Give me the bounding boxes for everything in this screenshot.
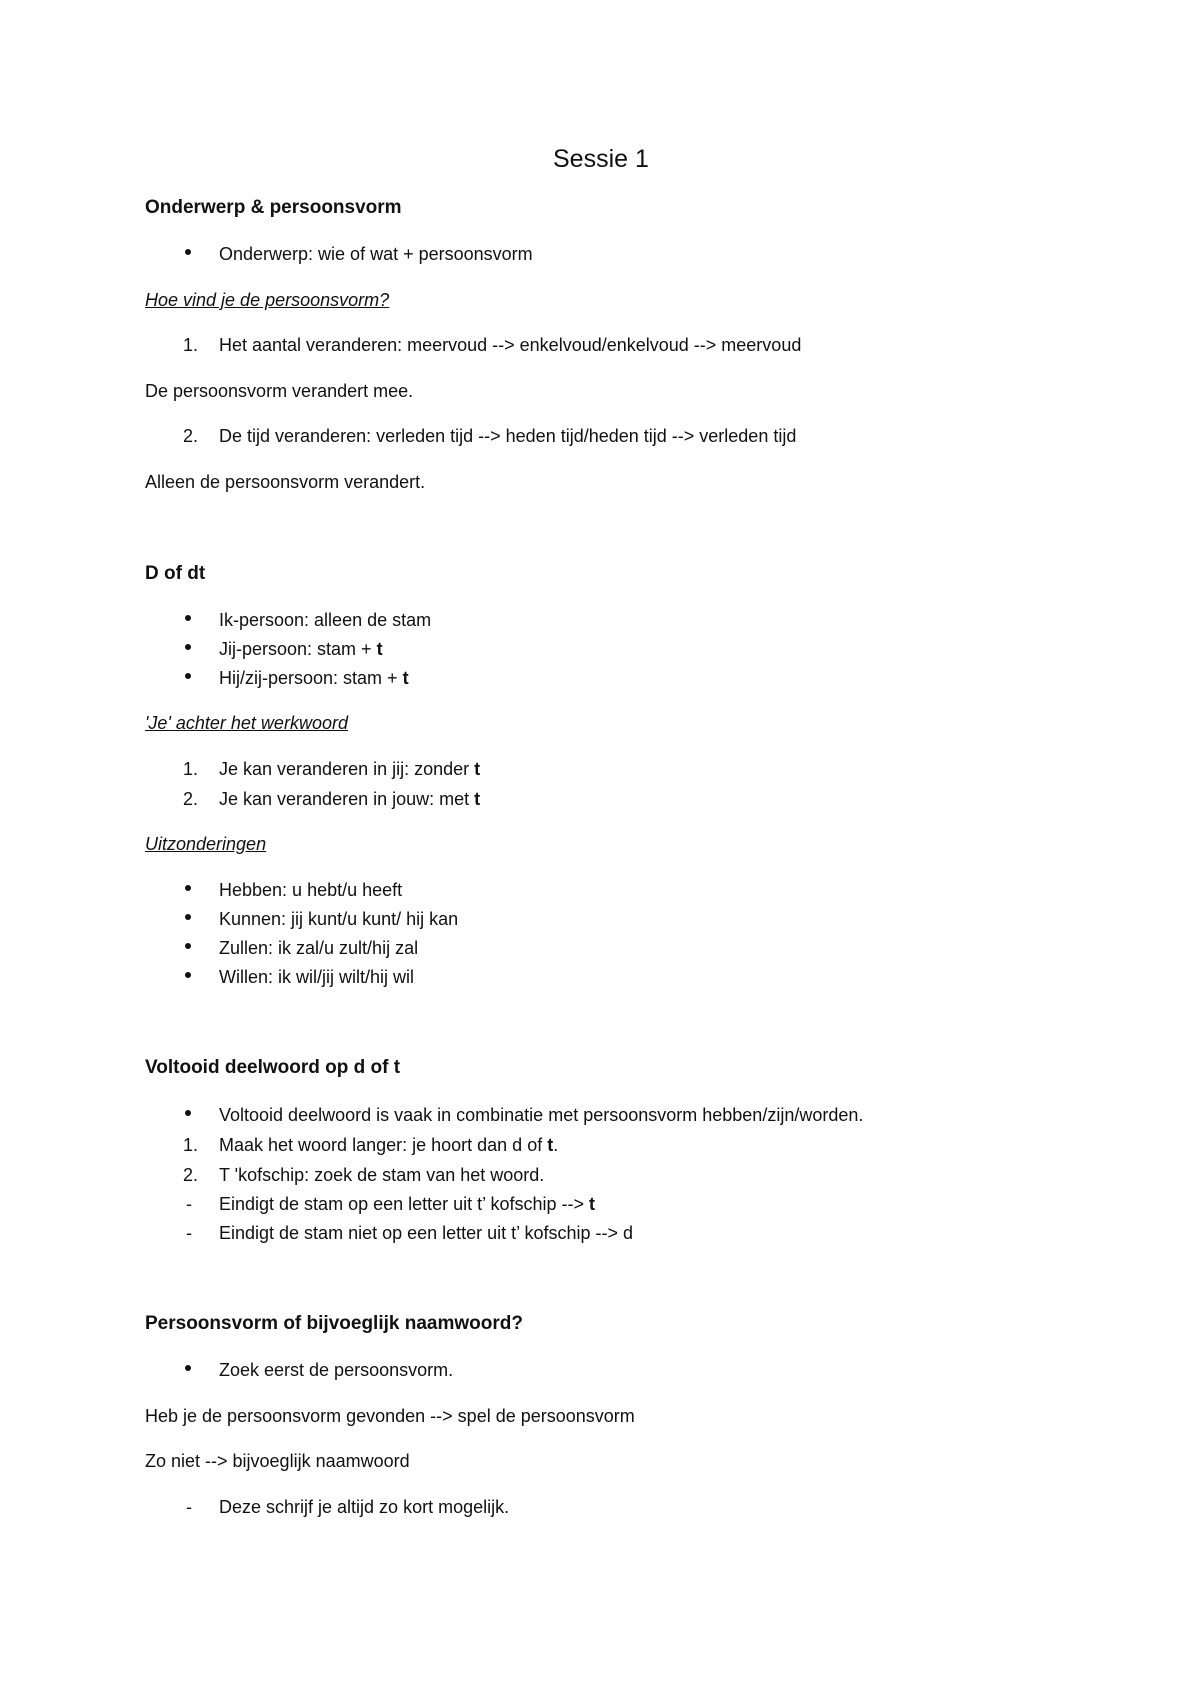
dash-marker: - (186, 1223, 192, 1243)
list-number: 1. (183, 335, 199, 355)
bullet-item: Ik-persoon: alleen de stam (219, 610, 432, 630)
bullet-icon (185, 943, 191, 949)
bullet-item: Voltooid deelwoord is vaak in combinatie met persoonsvorm hebben/zijn/worden. (219, 1105, 864, 1125)
dash-marker: - (186, 1194, 192, 1214)
bullet-text: Hij/zij-persoon: stam + (219, 668, 403, 688)
item-text-end: . (553, 1135, 559, 1155)
bullet-icon (185, 644, 191, 650)
bullet-icon (185, 673, 191, 679)
section-heading-voltooid: Voltooid deelwoord op d of t (145, 1057, 401, 1078)
subheading: Hoe vind je de persoonsvorm? (145, 290, 390, 310)
section-heading-d-of-dt: D of dt (145, 563, 206, 584)
list-number: 2. (183, 1165, 199, 1185)
dash-item (219, 1193, 595, 1215)
bullet-item: Zoek eerst de persoonsvorm. (219, 1360, 454, 1380)
bold-letter: t (402, 668, 409, 688)
list-number: 1. (183, 1135, 199, 1155)
list-number: 2. (183, 426, 199, 446)
bullet-icon (185, 249, 191, 255)
section-heading-persoonsvorm-of-bijvoeglijk: Persoonsvorm of bijvoeglijk naamwoord? (145, 1313, 523, 1334)
numbered-item: Het aantal veranderen: meervoud --> enkelvoud/enkelvoud --> meervoud (219, 335, 802, 355)
item-text: Eindigt de stam op een letter uit t’ kofschip --> (219, 1194, 590, 1214)
subheading: 'Je' achter het werkwoord (145, 713, 348, 733)
dash-marker: - (186, 1497, 192, 1517)
bullet-icon (185, 914, 191, 920)
bullet-item (219, 667, 409, 689)
bullet-text: Jij-persoon: stam + (219, 639, 377, 659)
dash-item: Eindigt de stam niet op een letter uit t’ kofschip --> d (219, 1223, 634, 1243)
bullet-icon (185, 615, 191, 621)
dash-item: Deze schrijf je altijd zo kort mogelijk. (219, 1497, 510, 1517)
numbered-item: T 'kofschip: zoek de stam van het woord. (219, 1165, 545, 1185)
item-text: Maak het woord langer: je hoort dan d of (219, 1135, 548, 1155)
bold-letter: t (474, 759, 481, 779)
bold-letter: t (474, 789, 481, 809)
bullet-item (219, 638, 383, 660)
page-title: Sessie 1 (553, 145, 649, 173)
numbered-item: De tijd veranderen: verleden tijd --> heden tijd/heden tijd --> verleden tijd (219, 426, 797, 446)
item-text: Je kan veranderen in jouw: met (219, 789, 475, 809)
bullet-icon (185, 972, 191, 978)
numbered-item (219, 758, 480, 780)
bullet-icon (185, 1365, 191, 1371)
paragraph: Zo niet --> bijvoeglijk naamwoord (145, 1451, 410, 1471)
list-number: 2. (183, 789, 199, 809)
bold-letter: t (589, 1194, 596, 1214)
paragraph: Alleen de persoonsvorm verandert. (145, 472, 426, 492)
bullet-item: Zullen: ik zal/u zult/hij zal (219, 938, 419, 958)
bullet-item: Onderwerp: wie of wat + persoonsvorm (219, 244, 533, 264)
bullet-item: Kunnen: jij kunt/u kunt/ hij kan (219, 909, 459, 929)
numbered-item (219, 1134, 558, 1156)
paragraph: De persoonsvorm verandert mee. (145, 381, 414, 401)
bullet-item: Willen: ik wil/jij wilt/hij wil (219, 967, 415, 987)
paragraph: Heb je de persoonsvorm gevonden --> spel de persoonsvorm (145, 1406, 635, 1426)
bullet-icon (185, 1110, 191, 1116)
list-number: 1. (183, 759, 199, 779)
bullet-item: Hebben: u hebt/u heeft (219, 880, 403, 900)
bold-letter: t (547, 1135, 554, 1155)
numbered-item (219, 788, 480, 810)
item-text: Je kan veranderen in jij: zonder (219, 759, 475, 779)
bullet-icon (185, 885, 191, 891)
bold-letter: t (376, 639, 383, 659)
section-heading-onderwerp: Onderwerp & persoonsvorm (145, 197, 402, 218)
subheading: Uitzonderingen (145, 834, 267, 854)
